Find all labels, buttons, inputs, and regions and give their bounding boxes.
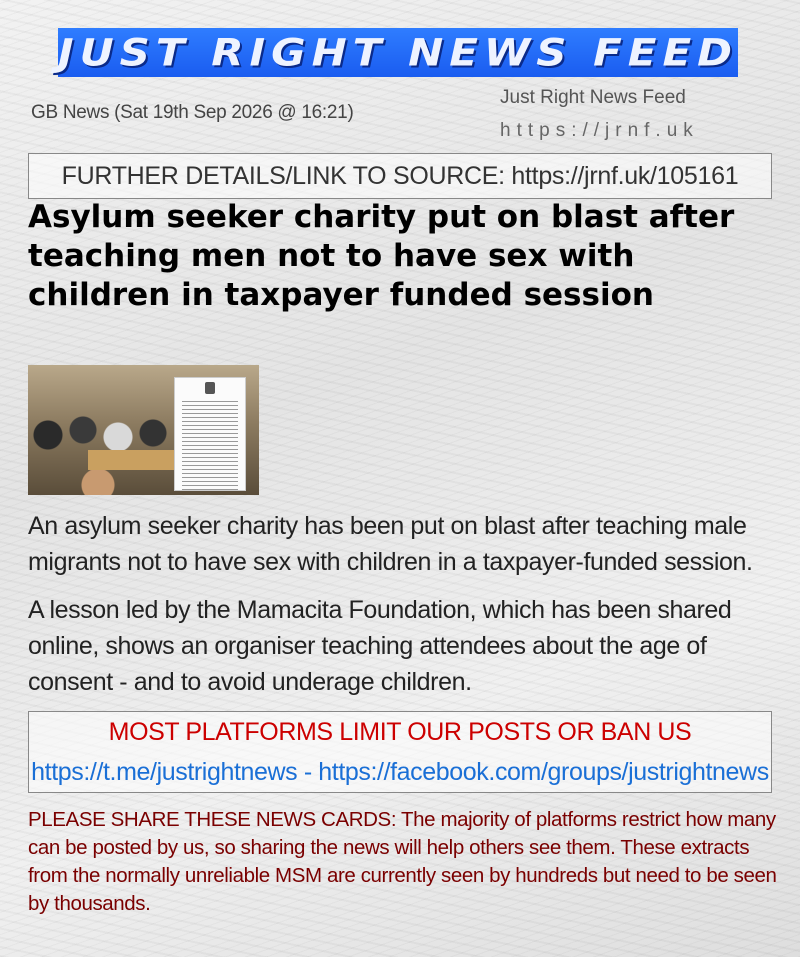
article-photo (28, 365, 259, 495)
article-headline: Asylum seeker charity put on blast after teaching men not to have sex with children in taxpayer funded session (28, 199, 735, 313)
document-logo-icon (205, 382, 215, 394)
site-banner-title: JUST RIGHT NEWS FEED (57, 30, 739, 75)
brand-url-link[interactable]: https://jrnf.uk (500, 120, 699, 141)
site-banner (58, 28, 738, 77)
source-link-box[interactable]: FURTHER DETAILS/LINK TO SOURCE: https://jrnf.uk/105161 (28, 153, 772, 199)
photo-table (88, 450, 178, 470)
promo-title: MOST PLATFORMS LIMIT OUR POSTS OR BAN US (108, 718, 692, 746)
promo-links[interactable]: https://t.me/justrightnews - https://facebook.com/groups/justrightnews (31, 758, 769, 786)
brand-name: Just Right News Feed (500, 87, 686, 108)
promo-box (28, 711, 772, 793)
share-note: PLEASE SHARE THESE NEWS CARDS: The majority of platforms restrict how many can be posted by us, so sharing the news will help others see them. These extracts from the normally unreliable MSM are currently seen by hundreds but need to be seen by thousands. (28, 808, 777, 915)
article-paragraph-2: A lesson led by the Mamacita Foundation, which has been shared online, shows an organiser teaching attendees about the age of consent - and to avoid underage children. (28, 596, 732, 696)
photo-document (174, 377, 246, 491)
source-attribution: GB News (Sat 19th Sep 2026 @ 16:21) (31, 102, 354, 123)
article-paragraph-1: An asylum seeker charity has been put on blast after teaching male migrants not to have sex with children in a taxpayer-funded session. (28, 512, 753, 576)
